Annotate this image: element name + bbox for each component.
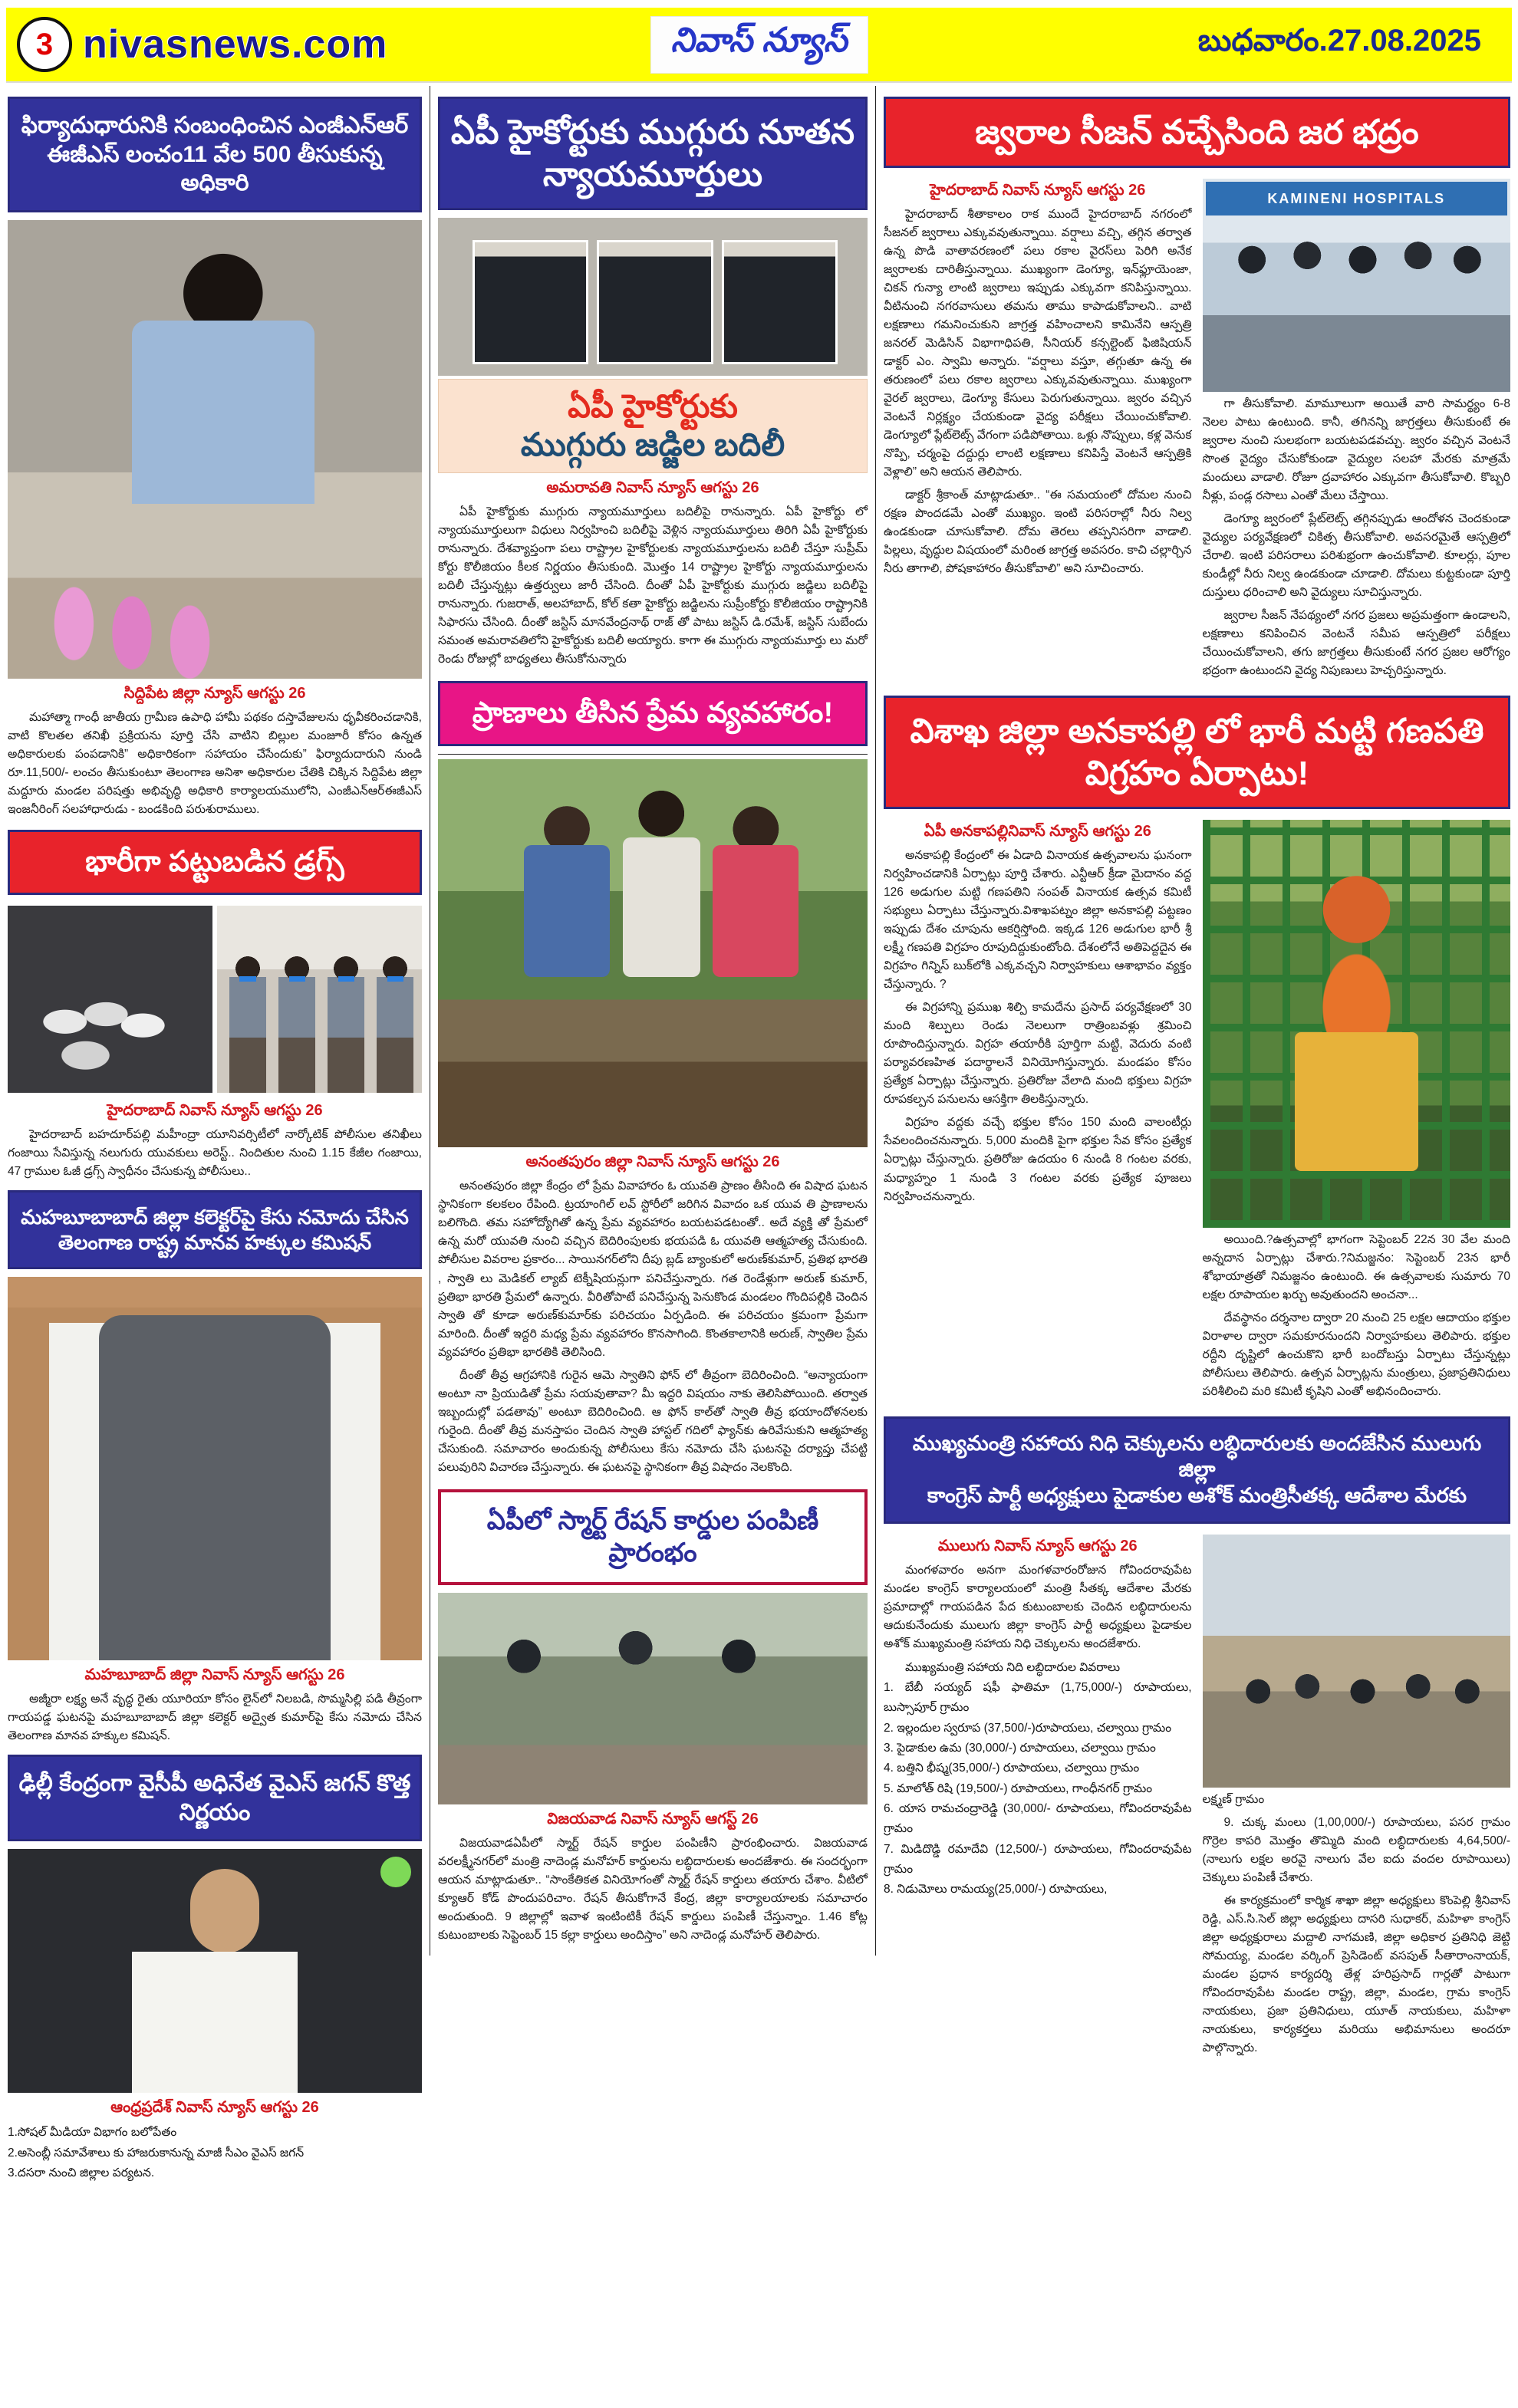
list-item: 4. బత్తిని భీష్మ(35,000/-) రూపాయలు, చల్వాయి గ్రామం (884, 1762, 1140, 1775)
mulugu-intro (884, 1561, 1192, 1653)
suspect-figure (278, 955, 315, 1094)
fever-col-2 (1203, 176, 1511, 685)
paragraph: మంగళవారం అనగా మంగళవారంరోజున గోవిందరావుపేట మండల కాంగ్రెస్ కార్యాలయంలో మంత్రి సీతక్క ఆదేశాల మేరకు ప్రమాదాల్లో గాయపడిన పేద కుటుంబాలకు చెందిన లబ్ధిదారులను ఆదుకునేందుకు ములుగు జిల్లా కాంగ్రెస్ పార్టీ అధ్యక్షులు పైడాకుల అశోక్ ముఖ్యమంత్రి సహాయ నిధి చెక్కులను అందజేశారు. (884, 1563, 1192, 1650)
dateline-anantapuram: అనంతపురం జిల్లా నివాస్ న్యూస్ ఆగస్టు 26 (525, 1153, 780, 1171)
dateline-vijayawada: విజయవాడ నివాస్ న్యూస్ ఆగస్ట్ 26 (547, 1810, 759, 1827)
headline-love-affair[interactable]: ప్రాణాలు తీసిన ప్రేమ వ్యవహారం! (438, 681, 868, 747)
paragraph: విగ్రహం వద్దకు వచ్చే భక్తుల కోసం 150 మంది వాలంటీర్లు సేవలందించనున్నారు. 5,000 మందికి పైగా భక్తుల సేవ కోసం ప్రత్యేక ఏర్పాట్లు చేస్తున్నారు. ప్రతిరోజు ఉదయం 6 నుండి 8 గంటల వరకు, మధ్యాహ్నం 1 నుండి 3 గంటల వరకు ప్రత్యేక పూజలు నిర్వహించనున్నారు. (884, 1116, 1192, 1203)
photo-district-collector (8, 1277, 422, 1660)
paragraph: ఈ విగ్రహాన్ని ప్రముఖ శిల్పి కామదేను ప్రసాద్ పర్యవేక్షణలో 30 మంది శిల్పులు రెండు నెలలుగా రాత్రింబవళ్లు శ్రమించి రూపొందిస్తున్నారు. విగ్రహ తయారీకి పూర్తిగా మట్టి, వెదురు వంటి పర్యావరణహిత పదార్థాలనే వినియోగిస్తున్నారు. మండపం కోసం ప్రత్యేక ఏర్పాట్లు చేస్తున్నారు. ప్రతిరోజు వేలాది మంది భక్తులు విగ్రహ రూపకల్పన పనులను ఆసక్తిగా తిలకిస్తున్నారు. (884, 1001, 1192, 1107)
dateline-amaravati: అమరావతి నివాస్ న్యూస్ ఆగస్టు 26 (546, 479, 759, 496)
left-column (0, 86, 430, 2189)
drugs-photo-row (8, 903, 422, 1096)
mulugu-body-col2 (1203, 1791, 1511, 2058)
ganapati-body-col1 (884, 847, 1192, 1206)
paragraph: డాక్టర్ శ్రీకాంత్ మాట్లాడుతూ.. “ఈ సమయంలో దోమల నుంచి రక్షణ పొందడమే ఎంతో ముఖ్యం. ఇంటి పరిసరాల్లో నీరు నిల్వ ఉండకుండా చూసుకోవాలి. దోమ తెరలు తప్పనిసరిగా వాడాలి. పిల్లలు, వృద్ధుల విషయంలో మరింత జాగ్రత్త అవసరం. కాచి చల్లార్చిన నీరు తాగాలి, పోషకాహారం తీసుకోవాలి” అని సూచించారు. (884, 489, 1192, 576)
headline-smart-ration[interactable]: ఏపీలో స్మార్ట్ రేషన్ కార్డుల పంపిణీ ప్రారంభం (438, 1489, 868, 1585)
censor-bar (289, 976, 305, 982)
headline-officer-bribe[interactable]: ఫిర్యాదుధారునికి సంబంధించిన ఎంజీఎన్ఆర్ ఈజీఎస్ లంచం11 వేల 500 తీసుకున్న అధికారి (8, 97, 422, 212)
mulugu-col-2 (1203, 1531, 1511, 2062)
edition-date: బుధవారం.27.08.2025 (1197, 23, 1481, 58)
suspect-figure (229, 955, 266, 1094)
right-column (876, 86, 1518, 2068)
dateline-hyderabad-drugs: హైదరాబాద్ నివాస్ న్యూస్ ఆగస్టు 26 (107, 1102, 323, 1120)
photo-hospital-doctors (1203, 179, 1511, 392)
headline-line-1: ముఖ్యమంత్రి సహాయ నిధి చెక్కులను లబ్ధిదారులకు అందజేసిన ములుగు జిల్లా (912, 1432, 1482, 1482)
list-item: 2. ఇల్లందుల స్వరూప (37,500/-)రూపాయలు, చల్వాయి గ్రామం (884, 1721, 1172, 1735)
judges-photo-caption (438, 379, 868, 473)
headline-jagan-decision[interactable]: ఢిల్లీ కేంద్రంగా వైసీపీ అధినేత వైఎస్ జగన్ కొత్త నిర్ణయం (8, 1755, 422, 1841)
headline-collector-case[interactable]: మహబూబాబాద్ జిల్లా కలెక్టర్‌పై కేసు నమోదు చేసిన తెలంగాణ రాష్ట్ర మానవ హక్కుల కమిషన్ (8, 1190, 422, 1269)
paragraph: డెంగ్యూ జ్వరంలో ప్లేట్‌లెట్స్ తగ్గినప్పుడు ఆందోళన చెందకుండా వైద్యుల పర్యవేక్షణలో చికిత్స తీసుకోవాలి. అవసరమైతే ఆస్పత్రిలో చేరాలి. ఇంటి పరిసరాలు పరిశుభ్రంగా ఉంచుకోవాలి. కూలర్లు, పూల కుండీల్లో నీరు నిల్వ ఉండకుండా చూడాలి. దోమలు కుట్టకుండా పూర్తి దుస్తులు ధరించాలి అని వైద్యులు సూచిస్తున్నారు. (1202, 512, 1510, 600)
paragraph: దీంతో తీవ్ర ఆగ్రహానికి గురైన ఆమె స్వాతిని ఫోన్ లో తీవ్రంగా బెదిరించింది. “అన్యాయంగా అంటూ నా ప్రియుడితో ప్రేమ సయవుతావా? మీ ఇద్దరి విషయం నాకు తెలిసిపోయింది. తర్వాత ఇబ్బందుల్లో పడతావు” అంటూ బెదిరించింది. ఆ ఫోన్ కాల్‌తో స్వాతి తీవ్ర భయాందోళనలకు గురైంది. దీంతో తీవ్ర మనస్తాపం చెందిన స్వాతి హాస్టల్ గదిలో ఫ్యాన్‌కు ఉరివేసుకుని ఆత్మహత్య చేసుకుంది. సమాచారం అందుకున్న పోలీసులు కేసు నమోదు చేసి ఘటనపై దర్యాప్తు చేపట్టి పలువురిని విచారణ చేస్తున్నారు. ఈ ఘటనపై స్థానికంగా తీవ్ర విషాదం నెలకొంది. (438, 1368, 868, 1474)
paragraph: దేవస్థానం దర్శనాల ద్వారా 20 నుంచి 25 లక్షల ఆదాయం భక్తుల విరాళాల ద్వారా సమకూరనుందని నిర్వాహకులు తెలిపారు. భక్తుల రద్దీని దృష్టిలో ఉంచుకొని భారీ బందోబస్తు ఏర్పాటు చేస్తున్నట్లు పోలీసులు తెలిపారు. ఉత్సవ ఏర్పాట్లను మంత్రులు, ప్రజాప్రతినిధులు పరిశీలించి మరి కమిటీ కృషిని ఎంతో అభినందించారు. (1202, 1311, 1510, 1399)
jagan-points-list (8, 2123, 422, 2183)
list-item: 3.దసరా నుంచి జిల్లాల పర్యటన. (8, 2166, 155, 2179)
photo-ration-distribution (438, 1593, 868, 1804)
columns-container (0, 86, 1518, 2189)
site-name-link[interactable]: nivasnews.com (83, 22, 388, 67)
headline-drugs-seized[interactable]: భారీగా పట్టుబడిన డ్రగ్స్ (8, 830, 422, 896)
photo-arrested-suspects (217, 906, 422, 1093)
photo-love-triangle (438, 759, 868, 1147)
paragraph: విజయవాడఏపీలో స్మార్ట్ రేషన్ కార్డుల పంపిణీని ప్రారంభించారు. విజయవాడ వరలక్ష్మీనగర్‌లో మంత్రి నాదెండ్ల మనోహర్ కార్డులను లబ్ధిదారులకు అందజేశారు. ఈ సందర్భంగా ఆయన మాట్లాడుతూ.. “సాంకేతికత వినియోగంతో స్మార్ట్ రేషన్ కార్డులు తయారు చేశాం. వీటిలో క్యూఆర్ కోడ్ పొందుపరిచాం. రేషన్ తీసుకోగానే కేంద్ర, జిల్లా కార్యాలయాలకు సమాచారం అందుతుంది. 9 జిల్లాల్లో ఇవాళ ఇంటింటికీ రేషన్ కార్డులు పంపిణీ చేస్తున్నాం. 1.46 కోట్ల కుటుంబాలకు సెప్టెంబర్ 15 కల్లా కార్డులు అందిస్తాం” అని నాదెండ్ల మనోహర్ తెలిపారు. (438, 1836, 868, 1942)
photo-ys-jagan (8, 1849, 422, 2093)
ganapati-article (884, 817, 1510, 1406)
person-figure (524, 845, 610, 977)
dateline-mahabubabad: మహబూబాద్ జిల్లా నివాస్ న్యూస్ ఆగస్టు 26 (84, 1666, 345, 1684)
collector-article-body (8, 1690, 422, 1745)
paragraph: గా తీసుకోవాలి. మామూలుగా అయితే వారి సామర్థ్యం 6-8 నెలల పాటు ఉంటుంది. కానీ, తగినన్ని జాగ్రత్తలు తీసుకుంటే ఈ జ్వరాల నుంచి సులభంగా బయటపడవచ్చు. జ్వరం వచ్చిన వెంటనే సొంత వైద్యం చేసుకోకుండా వైద్యుల సలహా మేరకు మాత్రమే మందులు వాడాలి. రోజూ ద్రవాహారం ఎక్కువగా తీసుకోవాలి. కొబ్బరి నీళ్లు, పండ్ల రసాలు ఎంతో మేలు చేస్తాయి. (1202, 397, 1510, 503)
list-item: 1. బేబీ సయ్యద్ షఫీ ఫాతిమా (1,75,000/-) రూపాయలు, బుస్సాపూర్ గ్రామం (884, 1681, 1192, 1715)
judge-portrait (597, 240, 713, 365)
paragraph: మహాత్మా గాంధీ జాతీయ గ్రామీణ ఉపాధి హామీ పథకం దస్తావేజులను ధృవీకరించడానికి, వాటి కొలతల తనిఖీ ప్రక్రియను పూర్తి చేసి వాటిని బిల్లుల మంజూరీ కోసం ఉన్నత అధికారులకు పంపడానికి” అధికారికంగా సహాయం చేసేందుకు” ఫిర్యాదుదారుని నుండి రూ.11,500/- లంచం తీసుకుంటూ తెలంగాణ అనిశా అధికారుల చేతికి చిక్కిన సిద్దిపేట జిల్లా మద్దూరు మండల పరిషత్తు అభివృద్ధి అధికారి కార్యాలయములోని, ఎంజీఎన్ఆర్ఈజీఎస్ ఇంజనీరింగ్ సలహాధారుడు - బండకింది పరుశురాములు. (8, 710, 422, 816)
paragraph: ఏపీ హైకోర్టుకు ముగ్గురు న్యాయమూర్తులు బదిలీపై రానున్నారు. ఏపీ హైకోర్టు లో న్యాయమూర్తులుగా విధులు నిర్వహించి బదిలీపై వెళ్లిన న్యాయమూర్తులు తిరిగి ఏపీ హైకోర్టుకు రానున్నారు. దేశవ్యాప్తంగా పలు రాష్ట్రాల హైకోర్టులకు న్యాయమూర్తులను బదిలీ చేస్తూ సుప్రీమ్ కోర్టు కొలీజియం కీలక నిర్ణయం తీసుకుంది. మొత్తం 14 రాష్ట్రాల హైకోర్టు న్యాయమూర్తులను బదిలీ చేస్తున్నట్లు ఉత్తర్వులు జారీ చేసింది. దీంతో ఏపీ హైకోర్టుకు ముగ్గురు జడ్జిలు బదిలీపై రానున్నారు. గుజరాత్, అలహాబాద్, కోల్ కతా హైకోర్టు జడ్జిలను సుప్రీంకోర్టు కొలీజియం రాష్ట్రానికి సిఫారసు చేసింది. దీంతో జస్టిస్ మానవేంద్రనాథ్ రాజ్ తో పాటు జస్టిస్ డి.రమేశ్, జస్టిస్ సుబేందు సమంత అమరావతిలోని హైకోర్టుకు బదిలీ అయ్యారు. కాగా ఈ ముగ్గురు న్యాయమూర్తు లు మరో రెండు రోజుల్లో బాధ్యతలు తీసుకోనున్నారు (438, 505, 868, 666)
censor-bar (338, 976, 354, 982)
mulugu-col-1 (884, 1531, 1192, 2062)
fever-col-1 (884, 176, 1192, 685)
suspect-figure (328, 955, 364, 1094)
list-item: 3. పైడాకుల ఉమ (30,000/-) రూపాయలు, చల్వాయి గ్రామం (884, 1742, 1156, 1755)
page-number-badge: 3 (17, 17, 72, 72)
dateline-siddipet: సిద్దిపేట జిల్లా న్యూస్ ఆగస్టు 26 (123, 684, 306, 702)
paragraph: అనంతపురం జిల్లా కేంద్రం లో ప్రేమ వివాహారం ఓ యువతి ప్రాణం తీసింది ఈ విషాద ఘటన స్థానికంగా కలకలం రేపింది. ట్రయాంగిల్ లవ్ స్టోరీలో జరిగిన వివాదం ఒక యువ తి ప్రాణాలను బలిగొంది. తమ సహోద్యోగితో ఉన్న ప్రేమ వ్యవహారం బయటపడటంతో.. అదే వ్యక్తి తో ప్రేమలో ఉన్న మరో యువతి నుంచి వచ్చిన బెదిరింపులకు భయపడి ఓ యువతి ఆత్మహత్య చేసుకుంది. పోలీసుల వివరాల ప్రకారం... సాయినగర్‌లోని దీపు బ్లడ్ బ్యాంకులో అరుణ్‌కుమార్, ప్రతిభ భారతి , స్వాతి లు మెడికల్ ల్యాబ్ టెక్నీషియన్లుగా పనిచేస్తున్నారు. గత రెండేళ్లుగా అరుణ్ కుమార్, ప్రతిభా భారతి ప్రేమలో ఉన్నారు. వీరితోపాటే పనిచేస్తున్న పెనుకొండ మండలం గొందిపల్లికి చెందిన స్వాతి తో కూడా అరుణ్‌కుమార్‌కు పరిచయం ఏర్పడింది. ఈ పరిచయం క్రమంగా ప్రేమగా మారింది. దీంతో ఇద్దరి మధ్య ప్రేమ వ్యవహారం కొనసాగింది. కొంతకాలానికి అరుణ్, స్వాతిల ప్రేమ వ్యవహారం ప్రతిభా భారతికి తెలిసింది. (438, 1179, 868, 1359)
headline-ganapati-idol[interactable]: విశాఖ జిల్లా అనకాపల్లి లో భారీ మట్టి గణపతి విగ్రహం ఏర్పాటు! (884, 696, 1510, 809)
masthead-bar (6, 8, 1512, 83)
person-figure (713, 845, 799, 977)
photo-drug-packets (8, 906, 212, 1093)
paragraph: అనకాపల్లి కేంద్రంలో ఈ ఏడాది వినాయక ఉత్సవాలను ఘనంగా నిర్వహించడానికి ఏర్పాట్లు పూర్తి చేశారు. ఎన్టీఆర్ క్రీడా మైదానం వద్ద 126 అడుగుల మట్టి గణపతిని సంపత్ వినాయక ఉత్సవ కమిటీ సభ్యులు ఏర్పాటు చేస్తున్నారు.విశాఖపట్నం జిల్లా అనకాపల్లి పట్టణం ఇప్పుడు దేశం చూపును ఆకర్షిస్తోంది. ఇక్కడ 126 అడుగుల భారీ శ్రీ లక్ష్మీ గణపతి విగ్రహం రూపుదిద్దుకుంటోంది. దేశంలోనే అతిపెద్దదైన ఈ విగ్రహం గిన్నిస్ బుక్‌లోకి ఎక్కవచ్చని నిర్వాహకులు ఆశాభావం వ్యక్తం చేస్తున్నారు. ? (884, 849, 1192, 992)
headline-new-judges[interactable]: ఏపీ హైకోర్టుకు ముగ్గురు నూతన న్యాయమూర్తులు (438, 97, 868, 210)
censor-bar (239, 976, 255, 982)
paragraph: అయింది.?ఉత్సవాల్లో భాగంగా సెప్టెంబర్ 22న 30 వేల మంది అన్నదాన ఏర్పాట్లు చేశారు.?నిమజ్జనం: సెప్టెంబర్ 23న భారీ శోభాయాత్రతో నిమజ్జనం ఉంటుంది. ఈ ఉత్సవాలకు సుమారు 70 లక్షల రూపాయల ఖర్చు అవుతుందని అంచనా... (1202, 1233, 1510, 1302)
paragraph: అజ్మీరా లక్ష్య అనే వృద్ధ రైతు యూరియా కోసం లైన్‌లో నిలబడి, సొమ్మసిల్లి పడి తీవ్రంగా గాయపడ్డ ఘటనపై మహబూబాబాద్ జిల్లా కలెక్టర్ అద్వైత కుమార్‌పై కేసు నమోదు చేసిన తెలంగాణ మానవ హక్కుల కమిషన్. (8, 1693, 422, 1743)
person-figure (623, 837, 700, 977)
photo-three-judges (438, 218, 868, 376)
middle-column (430, 86, 876, 1956)
paragraph: 9. చుక్క మంలు (1,00,000/-) రూపాయలు, పసర గ్రామం గొర్రెల కాపరి మొత్తం తొమ్మిది మంది లబ్ధిదారులకు 4,64,500/- (నాలుగు లక్షల అరవై నాలుగు వేల ఐదు వందల రూపాయిలు) చెక్కులు పంపిణీ చేశారు. (1202, 1815, 1510, 1884)
ganapati-body-col2 (1203, 1231, 1511, 1401)
list-item: 5. మాలోత్ రిషి (19,500/-) రూపాయలు, గాంధీనగర్ గ్రామం (884, 1781, 1153, 1795)
love-article-body (438, 1177, 868, 1476)
mulugu-article (884, 1531, 1510, 2062)
beneficiary-list-subhead: ముఖ్యమంత్రి సహాయ నిది లబ్ధిదారుల వివరాలు (905, 1660, 1121, 1674)
caption-line-2: ముగ్గురు జడ్జిల బదిలీ (520, 426, 785, 463)
paragraph: హైదరాబాద్ బహదూర్‌పల్లి మహీంద్రా యూనివర్సిటీలో నార్కోటిక్ పోలీసుల తనిఖీలు గంజాయి సేవిస్తున్న నలుగురు యువకులు అరెస్ట్.. నిందితుల నుంచి 1.15 కేజీల గంజాయి, 47 గ్రాముల ఓజీ డ్రగ్స్ స్వాధీనం చేసుకున్న పోలీసులు.. (8, 1128, 422, 1179)
dateline-anakapalli: ఏపీ అనకాపల్లినివాస్ న్యూస్ ఆగస్టు 26 (924, 823, 1151, 840)
dateline-hyderabad-fever: హైదరాబాద్ నివాస్ న్యూస్ ఆగస్టు 26 (930, 182, 1146, 199)
suspect-figure (377, 955, 413, 1094)
fever-article (884, 176, 1510, 685)
dateline-mulugu: ములుగు నివాస్ న్యూస్ ఆగస్టు 26 (937, 1537, 1138, 1554)
judge-portrait (473, 240, 589, 365)
channel-logo-icon (380, 1857, 411, 1887)
collector-vest (99, 1315, 331, 1660)
censor-bar (387, 976, 403, 982)
ration-article-body (438, 1834, 868, 1945)
ganapati-col-1 (884, 817, 1192, 1406)
judge-portrait (722, 240, 838, 365)
headline-fever-season[interactable]: జ్వరాల సీజన్ వచ్చేసింది జర భద్రం (884, 97, 1510, 168)
judges-article-body (438, 503, 868, 669)
idol-cloth (1295, 1032, 1418, 1171)
paragraph: ఈ కార్యక్రమంలో కార్మిక శాఖా జిల్లా అధ్యక్షులు కొంపెల్లి శ్రీనివాస్ రెడ్డి, ఎస్.సి.సెల్ జిల్లా అధ్యక్షులు దాసరి సుధాకర్, మహిళా కాంగ్రెస్ జిల్లా అధ్యక్షురాలు మద్దాలి నాగమణి, జిల్లా అధికార ప్రతినిధి జెట్టి సోమయ్య, మండల వర్కింగ్ ప్రెసిడెంట్ వసపుత్ సీతారాంనాయక్, మండల ప్రధాన కార్యదర్శి తేళ్ల హరిప్రసాద్ గార్లతో పాటుగా గోవిందరావుపేట మండల రాష్ట్ర, జిల్లా, మండల, గ్రామ కాంగ్రెస్ నాయకులు, ప్రజా ప్రతినిధులు, యూత్ నాయకులు, మహిళా నాయకులు, కార్యకర్తలు మరియు అభిమానులు అందరూ పాల్గొన్నారు. (1202, 1893, 1510, 2054)
jagan-shirt (132, 1952, 298, 2093)
ganapati-col-2 (1203, 817, 1511, 1406)
fever-body-col1 (884, 206, 1192, 578)
dateline-andhrapradesh: ఆంధ్రప్రదేశ్ నివాస్ న్యూస్ ఆగస్టు 26 (110, 2099, 319, 2117)
paragraph: జ్వరాల సీజన్ నేపథ్యంలో నగర ప్రజలు అప్రమత్తంగా ఉండాలని, లక్షణాలు కనిపించిన వెంటనే సమీప ఆస్పత్రిలో పరీక్షలు చేయించుకోవాలని, తగు జాగ్రత్తలు తీసుకుంటే నగర ప్రజల ఆరోగ్యం భద్రంగా ఉంటుందని వైద్య నిపుణులు హెచ్చరిస్తున్నారు. (1202, 609, 1510, 678)
photo-clay-ganapati-idol (1203, 820, 1511, 1228)
hospital-banner: KAMINENI HOSPITALS (1206, 182, 1508, 215)
list-item: 6. యాస రామచంద్రారెడ్డి (30,000/- రూపాయలు, గోవిందరావుపేట గ్రామం (884, 1802, 1192, 1836)
photo-cheque-distribution-group (1203, 1535, 1511, 1788)
paragraph: హైదరాబాద్ శీతాకాలం రాక ముందే హైదరాబాద్ నగరంలో సీజనల్ జ్వరాలు ఎక్కువవుతున్నాయి. వర్షాలు వచ్చి, తగ్గిన తర్వాత ఉన్న పొడి వాతావరణంలో పలు రకాల వైరస్‌లు పెరిగి అనేక జ్వరాలకు దారితీస్తున్నాయి. ముఖ్యంగా డెంగ్యూ, ఇన్‌ఫ్లూయెంజా, చికన్ గున్యా లాంటి జ్వరాలు ఇప్పుడు ఎక్కువగా కనిపిస్తున్నాయి. వీటినుంచి నగరవాసులు తమను తాము కాపాడుకోవాలని.. వాటి లక్షణాలు గమనించుకుని జాగ్రత్త వహించాలని కామినేని ఆస్పత్రి జనరల్ మెడిసిన్ విభాగాధిపతి, సీనియర్ కన్సల్టెంట్ ఫిజిషియన్ డాక్టర్ ఎం. స్వామి అన్నారు. “వర్షాలు వస్తూ, తగ్గుతూ ఉన్న ఈ తరుణంలో పలు రకాల జ్వరాలు ఎక్కువవుతున్నాయి. ముఖ్యంగా వైరల్ జ్వరాలు, డెంగ్యూ కేసులు పెరుగుతున్నాయి. జ్వరం వచ్చిన వెంటనే నిర్లక్ష్యం చేయకుండా వైద్య పరీక్షలు చేయించుకోవాలి. డెంగ్యూలో ప్లేట్‌లెట్స్ వేగంగా పడిపోతాయి. ఒళ్లు నొప్పులు, కళ్ల వెనుక నొప్పి, చర్మంపై దద్దుర్లు లాంటి లక్షణాలు కనిపిస్తే వెంటనే ఆస్పత్రికి వెళ్లాలి” అని ఆయన తెలిపారు. (884, 208, 1192, 479)
list-item: 1.సోషల్ మీడియా విభాగం బలోపేతం (8, 2126, 177, 2140)
beneficiary-list (884, 1678, 1192, 1900)
jagan-figure (190, 1869, 259, 1953)
list-item: 2.అసెంబ్లీ సమావేశాలు కు హాజరుకానున్న మాజీ సీఎం వైఎస్ జగన్ (8, 2146, 305, 2160)
list-item: 7. మిడిదొడ్డి రమాదేవి (12,500/-) రూపాయలు, గోవిందరావుపేట గ్రామం (884, 1842, 1192, 1877)
divider-rule (438, 754, 868, 755)
headline-cm-relief-fund[interactable] (884, 1416, 1510, 1523)
officer-figure (132, 321, 314, 504)
headline-line-2: కాంగ్రెస్ పార్టీ అధ్యక్షులు పైడాకుల అశోక్ మంత్రిసీతక్క ఆదేశాల మేరకు (927, 1483, 1467, 1507)
masthead-title: నివాస్ న్యూస్ (650, 16, 868, 74)
paragraph: లక్ష్మణ్ గ్రామం (1202, 1792, 1265, 1806)
newspaper-page (0, 8, 1518, 2408)
fever-body-col2 (1203, 395, 1511, 680)
list-item: 8. నిడుమోలు రామయ్య(25,000/-) రూపాయలు, (884, 1883, 1108, 1896)
photo-arrested-officer (8, 220, 422, 679)
officer-article-body (8, 709, 422, 819)
drugs-article-body (8, 1126, 422, 1181)
caption-line-1: ఏపీ హైకోర్టుకు (568, 388, 738, 424)
